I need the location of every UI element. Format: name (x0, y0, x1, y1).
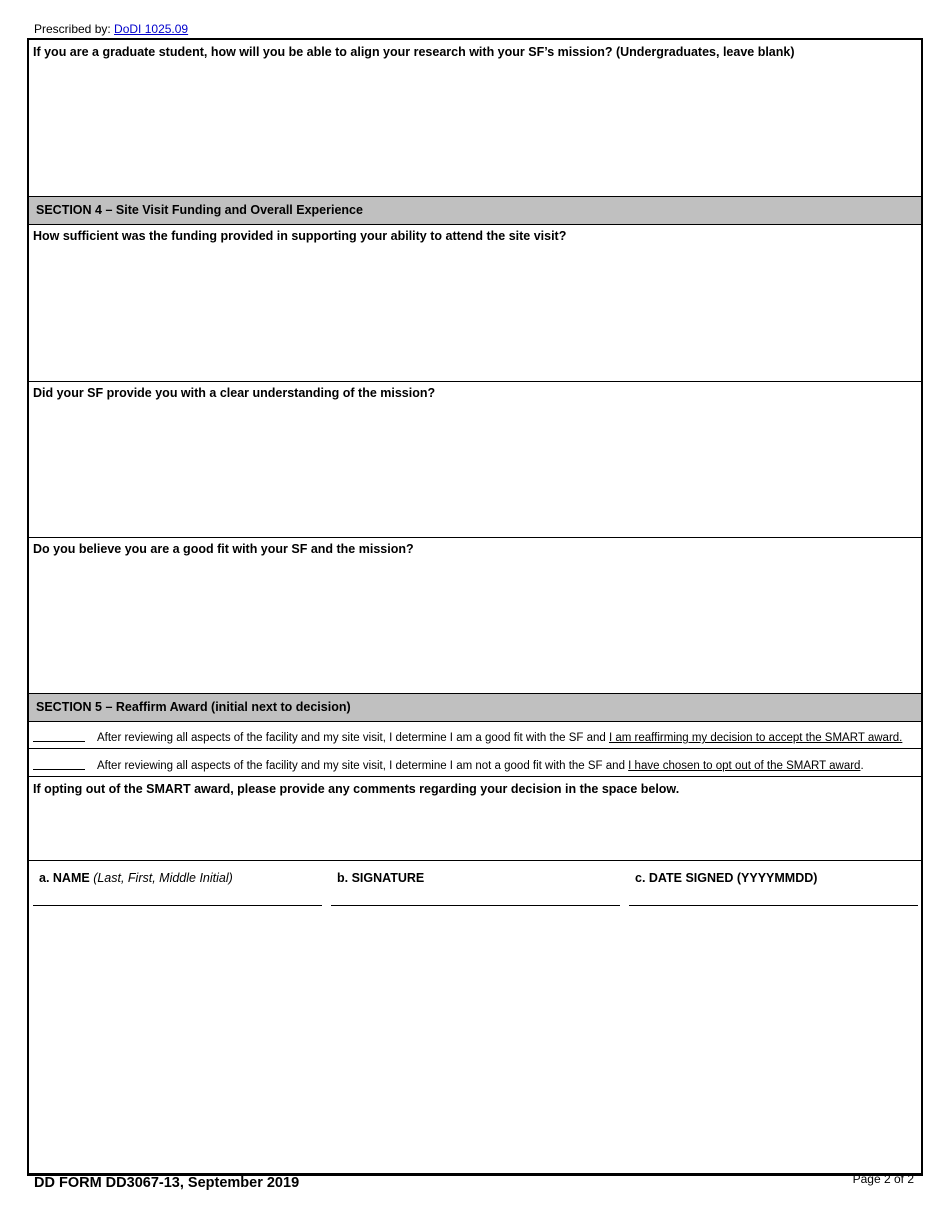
optout-initial-field[interactable] (33, 769, 85, 770)
name-hint: (Last, First, Middle Initial) (93, 871, 233, 885)
name-field[interactable] (33, 905, 322, 906)
signature-row (29, 860, 921, 930)
name-label: a. NAME (Last, First, Middle Initial) (39, 871, 233, 885)
mission-understanding-block[interactable] (29, 381, 921, 538)
graduate-alignment-block[interactable] (29, 40, 921, 197)
funding-block[interactable] (29, 224, 921, 382)
mission-understanding-question: Did your SF provide you with a clear understanding of the mission? (33, 386, 436, 400)
opt-out-comments-block[interactable] (29, 777, 921, 861)
accept-initial-field[interactable] (33, 741, 85, 742)
date-label: c. DATE SIGNED (YYYYMMDD) (635, 871, 818, 885)
graduate-alignment-question: If you are a graduate student, how will you be able to align your research with your SF’s mission? (Undergraduates, leave blank) (33, 45, 795, 59)
accept-choice-row (29, 721, 921, 749)
prescribed-by (34, 22, 188, 36)
good-fit-question: Do you believe you are a good fit with your SF and the mission? (33, 542, 414, 556)
optout-suffix: . (860, 760, 864, 772)
form-id: DD FORM DD3067-13, September 2019 (34, 1175, 300, 1191)
signature-label: b. SIGNATURE (337, 871, 425, 885)
optout-underlined: I have chosen to opt out of the SMART award (628, 760, 861, 772)
accept-underlined: I am reaffirming my decision to accept the SMART award. (608, 732, 903, 744)
section-5-header (29, 693, 921, 722)
optout-choice-row (29, 749, 921, 777)
prescribed-label: Prescribed by: (34, 22, 111, 36)
funding-question: How sufficient was the funding provided in supporting your ability to attend the site visit? (33, 229, 567, 243)
section-4-title: SECTION 4 – Site Visit Funding and Overall Experience (36, 203, 363, 217)
form-frame (27, 38, 923, 1176)
dodi-link[interactable]: DoDI 1025.09 (114, 22, 189, 36)
optout-prefix: After reviewing all aspects of the facility and my site visit, I determine I am not a good fit with the SF and (97, 760, 629, 772)
page-number: Page 2 of 2 (852, 1172, 914, 1186)
optout-choice-text (97, 760, 864, 772)
opt-out-comments-question: If opting out of the SMART award, please provide any comments regarding your decision in the space below. (33, 782, 680, 796)
accept-choice-text (97, 732, 902, 744)
signature-field[interactable] (331, 905, 620, 906)
section-5-title: SECTION 5 – Reaffirm Award (initial next to decision) (36, 700, 351, 714)
good-fit-block[interactable] (29, 537, 921, 694)
date-field[interactable] (629, 905, 918, 906)
accept-prefix: After reviewing all aspects of the facility and my site visit, I determine I am a good fit with the SF and (97, 732, 609, 744)
section-4-header (29, 196, 921, 225)
